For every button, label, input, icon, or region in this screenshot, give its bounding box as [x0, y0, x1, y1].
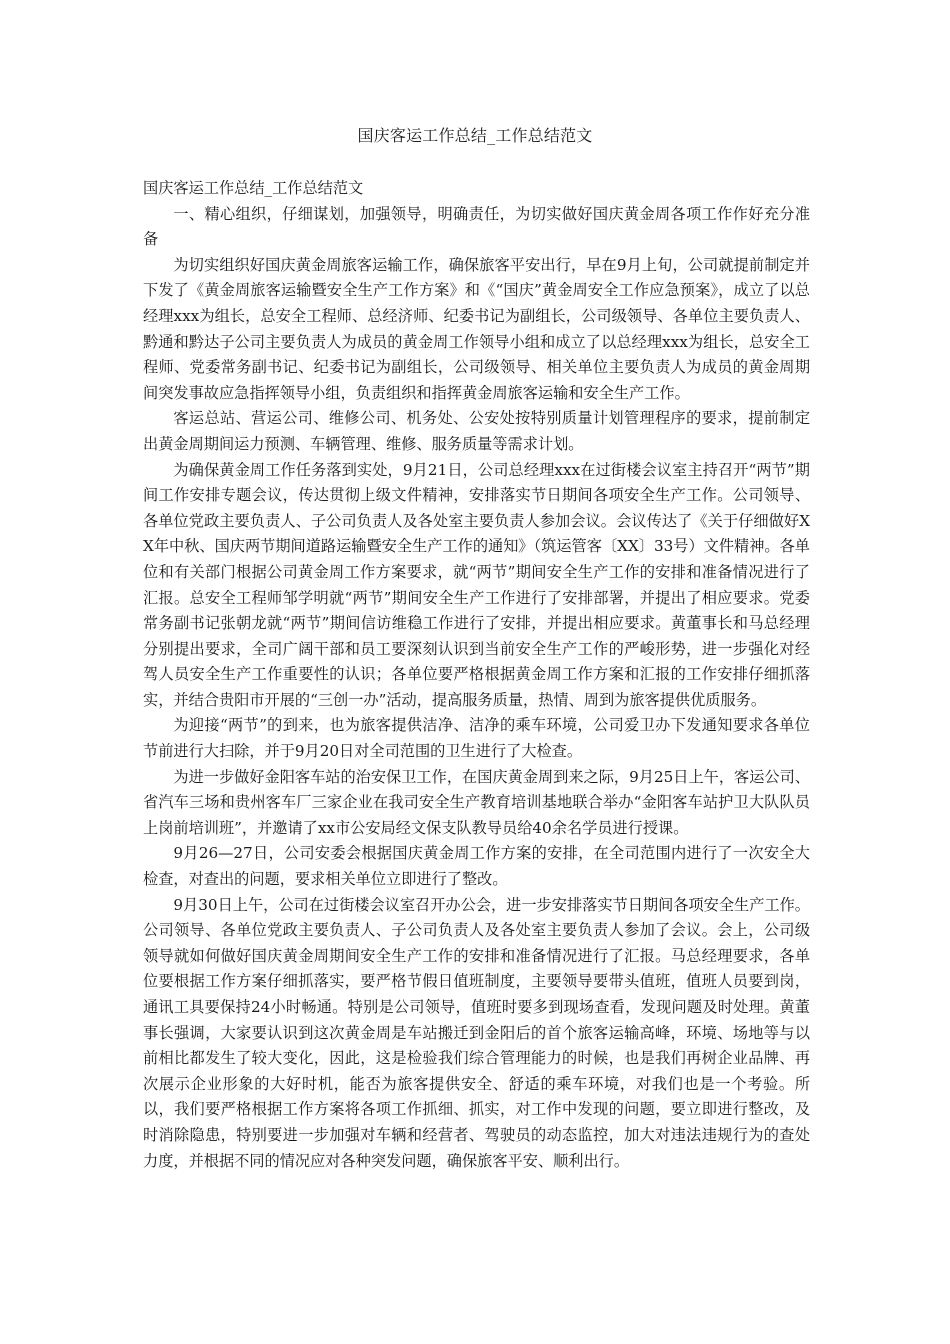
paragraph: 为进一步做好金阳客车站的治安保卫工作，在国庆黄金周到来之际，9月25日上午，客运公司、省汽车三场和贵州客车厂三家企业在我司安全生产教育培训基地联合举办“金阳客车站护卫大队队员上岗前培训班”，并邀请了xx市公安局经文保支队教导员给40余名学员进行授课。 [143, 767, 810, 837]
paragraph: 9月30日上午，公司在过街楼会议室召开办公会，进一步安排落实节日期间各项安全生产工作。公司领导、各单位党政主要负责人、子公司负责人及各处室主要负责人参加了会议。会上，公司级领导就如何做好国庆黄金周期间安全生产工作的安排和准备情况进行了汇报。马总经理要求，各单位要根据工作方案仔细抓落实，要严格节假日值班制度，主要领导要带头值班，值班人员要到岗，通讯工具要保持24小时畅通。特别是公司领导，值班时要多到现场查看，发现问题及时处理。黄董事长强调，大家要认识到这次黄金周是车站搬迁到金阳后的首个旅客运输高峰，环境、场地等与以前相比都发生了较大变化，因此，这是检验我们综合管理能力的时候，也是我们再树企业品牌、再次展示企业形象的大好时机，能否为旅客提供安全、舒适的乘车环境，对我们也是一个考验。所以，我们要严格根据工作方案将各项工作抓细、抓实，对工作中发现的问题，要立即进行整改，及时消除隐患，特别要进一步加强对车辆和经营者、驾驶员的动态监控，加大对违法违规行为的查处力度，并根据不同的情况应对各种突发问题，确保旅客平安、顺利出行。 [143, 895, 810, 1170]
paragraph: 9月26—27日，公司安委会根据国庆黄金周工作方案的安排，在全司范围内进行了一次安全大检查，对查出的问题，要求相关单位立即进行了整改。 [143, 844, 810, 889]
document-body [143, 176, 810, 1174]
paragraph-section-heading: 一、精心组织，仔细谋划，加强领导，明确责任，为切实做好国庆黄金周各项工作作好充分准备 [143, 204, 810, 249]
paragraph: 为切实组织好国庆黄金周旅客运输工作，确保旅客平安出行，早在9月上旬，公司就提前制定并下发了《黄金周旅客运输暨安全生产工作方案》和《“国庆”黄金周安全工作应急预案》，成立了以总经理xxx为组长，总安全工程师、总经济师、纪委书记为副组长，公司级领导、各单位主要负责人、黔通和黔达子公司主要负责人为成员的黄金周工作领导小组和成立了以总经理xxx为组长，总安全工程师、党委常务副书记、纪委书记为副组长，公司级领导、相关单位主要负责人为成员的黄金周期间突发事故应急指挥领导小组，负责组织和指挥黄金周旅客运输和安全生产工作。 [143, 255, 810, 402]
document-subtitle: 国庆客运工作总结_工作总结范文 [143, 179, 364, 197]
paragraph: 为迎接“两节”的到来，也为旅客提供洁净、洁净的乘车环境，公司爱卫办下发通知要求各单位节前进行大扫除，并于9月20日对全司范围的卫生进行了大检查。 [143, 716, 810, 761]
paragraph: 为确保黄金周工作任务落到实处，9月21日，公司总经理xxx在过街楼会议室主持召开“两节”期间工作安排专题会议，传达贯彻上级文件精神，安排落实节日期间各项安全生产工作。公司领导、各单位党政主要负责人、子公司负责人及各处室主要负责人参加会议。会议传达了《关于仔细做好XX年中秋、国庆两节期间道路运输暨安全生产工作的通知》（筑运管客〔XX〕33号）文件精神。各单位和有关部门根据公司黄金周工作方案要求，就“两节”期间安全生产工作的安排和准备情况进行了汇报。总安全工程师邹学明就“两节”期间安全生产工作进行了安排部署，并提出了相应要求。党委常务副书记张朝龙就“两节”期间信访维稳工作进行了安排，并提出相应要求。黄董事长和马总经理分别提出要求，全司广阔干部和员工要深刻认识到当前安全生产工作的严峻形势，进一步强化对经驾人员安全生产工作重要性的认识；各单位要严格根据黄金周工作方案和汇报的工作安排仔细抓落实，并结合贵阳市开展的“三创一办”活动，提高服务质量，热情、周到为旅客提供优质服务。 [143, 460, 810, 709]
paragraph: 客运总站、营运公司、维修公司、机务处、公安处按特别质量计划管理程序的要求，提前制定出黄金周期间运力预测、车辆管理、维修、服务质量等需求计划。 [143, 409, 810, 453]
document-title: 国庆客运工作总结_工作总结范文 [357, 126, 593, 145]
